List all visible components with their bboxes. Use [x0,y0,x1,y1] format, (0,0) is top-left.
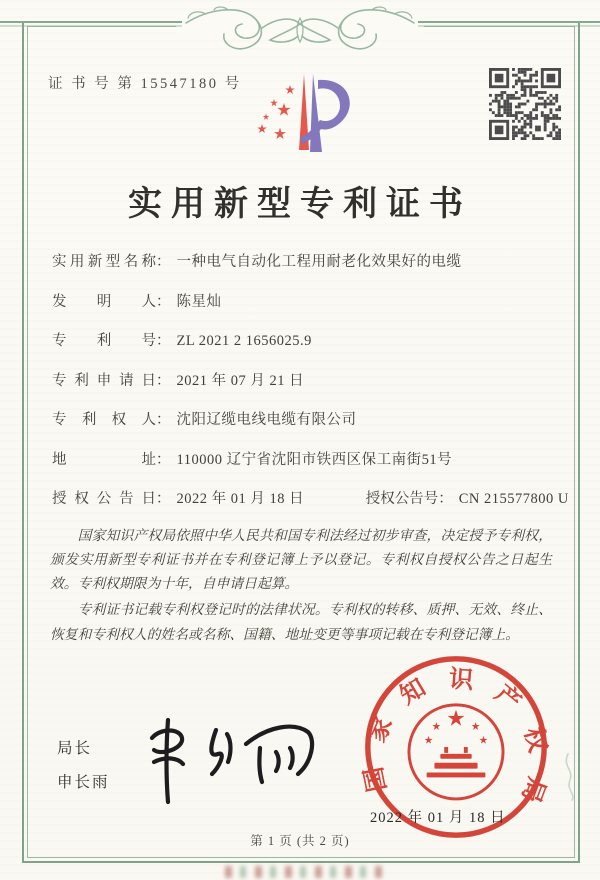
dragon-flourish-icon [0,0,600,56]
field-row-grant [52,487,569,508]
field-label: 专利申请日 [52,372,156,389]
field-value: ZL 2021 2 1656025.9 [176,333,312,349]
legal-text [50,524,552,649]
legal-paragraph-2: 专利证书记载专利权登记时的法律状况。专利权的转移、质押、无效、终止、恢复和专利权人的姓名或名称、国籍、地址变更等事项记载在专利登记簿上。 [50,602,552,642]
field-row-patentee [52,408,560,429]
field-colon: ： [156,333,171,349]
field-value: 110000 辽宁省沈阳市铁西区保工南街51号 [176,451,453,468]
svg-text:国家知识产权局 [359,665,553,809]
qr-code-icon [489,68,561,140]
field-label: 地址 [52,451,156,468]
handwritten-signature-icon [128,706,328,811]
field-value: 2021 年 07 月 21 日 [176,372,305,389]
field-row-inventor [52,290,560,311]
signer-block [57,736,110,804]
certificate-number: 证 书 号 第 15547180 号 [48,76,242,92]
field-value: 一种电气自动化工程用耐老化效果好的电缆 [176,254,462,270]
seal-date: 2022 年 01 月 18 日 [370,810,506,826]
field-label: 实用新型名称 [52,254,156,270]
next-page-peek [225,866,385,878]
field-row-filing-date [52,369,560,390]
legal-paragraph-1: 国家知识产权局依照中华人民共和国专利法经过初步审查，决定授予专利权，颁发实用新型专利证书并在专利登记簿上予以登记。专利权自授权公告之日起生效。专利权期限为十年，自申请日起算。 [50,528,552,592]
field-label: 专利号 [52,333,156,349]
field-value: 陈星灿 [176,293,222,310]
field-row-address [52,448,560,469]
grant-number-group [366,491,569,507]
field-colon: ： [156,412,171,428]
field-row-patent-number [52,329,560,350]
field-value: 沈阳辽缆电线电缆有限公司 [176,412,357,428]
field-label: 发明人 [52,293,156,310]
field-label: 授权公告号 [365,491,439,507]
field-list [52,250,569,527]
seal-ring-text: 国家知识产权局 [359,665,552,808]
page-footer: 第 1 页 (共 2 页) [250,834,350,848]
signer-title: 局长 [57,740,93,757]
grant-date-value: 2022 年 01 月 18 日 [176,491,305,507]
grant-number-value: CN 215577800 U [458,491,569,507]
field-colon: ： [156,451,171,468]
national-emblem [409,705,503,799]
cnipa-logo-icon [238,62,362,162]
field-colon: ： [438,491,453,507]
field-colon: ： [156,491,171,507]
corner-flourish-icon [548,752,588,802]
field-row-invention-name [52,250,560,271]
field-colon: ： [156,254,171,270]
field-colon: ： [156,372,171,389]
field-colon: ： [156,293,171,310]
certificate-title: 实用新型专利证书 [128,186,472,223]
field-label: 授权公告日 [52,491,156,507]
signer-name: 申长雨 [57,774,110,791]
field-label: 专利权人 [52,412,156,428]
